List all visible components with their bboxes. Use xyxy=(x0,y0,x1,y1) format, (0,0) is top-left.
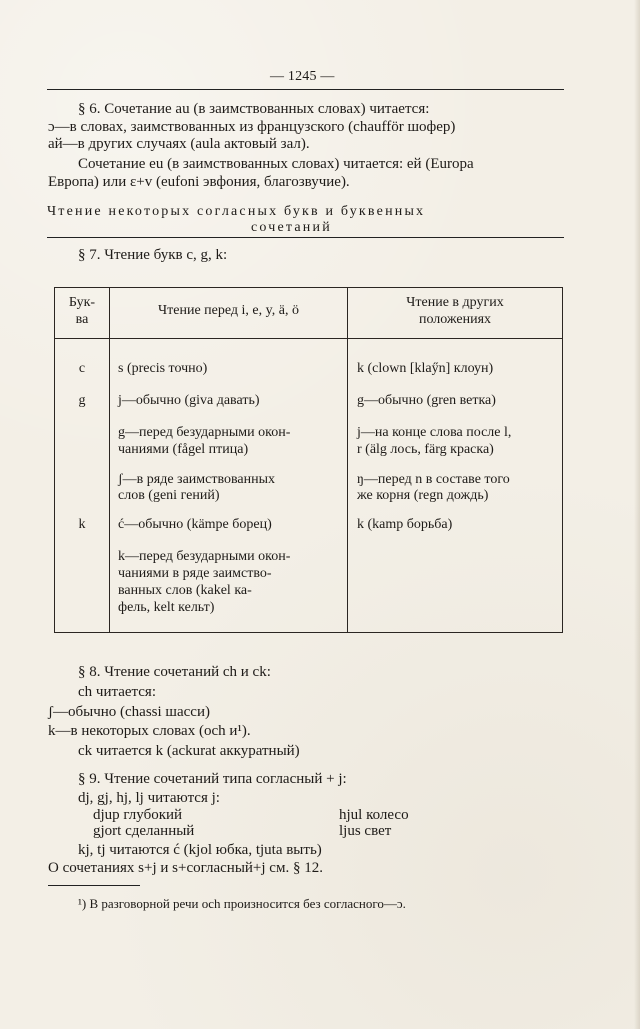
section-9-line-3: О сочетаниях s+j и s+согласный+j см. § 12. xyxy=(48,860,323,876)
section-6-line-1: § 6. Сочетание au (в заимствованных словах) читается: xyxy=(78,101,430,117)
section-8-line-2: ʃ—обычно (chassi шасси) xyxy=(48,704,210,720)
section-8-line-4: ck читается k (ackurat аккуратный) xyxy=(78,743,300,759)
table-row-k-before-2-line-1: k—перед безударными окон- xyxy=(118,549,291,564)
header-rule xyxy=(47,89,564,90)
table-row-letter-k: k xyxy=(78,517,86,532)
table-row-k-before-2-line-3: ванных слов (kakel ка- xyxy=(118,583,252,598)
table-row-g-other-3-line-2: же корня (regn дождь) xyxy=(357,488,489,503)
table-right-border xyxy=(562,287,563,633)
section-8-line-1: ch читается: xyxy=(78,684,156,700)
table-row-g-other-1: g—обычно (gren ветка) xyxy=(357,393,496,408)
section-6-line-2: ɔ—в словах, заимствованных из французского (chaufför шофер) xyxy=(48,119,456,135)
table-row-g-before-3-line-1: ʃ—в ряде заимствованных xyxy=(118,472,276,487)
table-column-divider-1 xyxy=(109,287,110,633)
table-row-g-other-3-line-1: ŋ—перед n в составе того xyxy=(357,472,510,487)
header-other-line-1: Чтение в других xyxy=(406,295,504,310)
section-9-example-2-left: gjort сделанный xyxy=(93,823,195,839)
table-row-g-other-2-line-1: j—на конце слова после l, xyxy=(357,425,512,440)
table-column-divider-2 xyxy=(347,287,348,633)
table-row-c-before: s (precis точно) xyxy=(118,361,208,376)
table-row-g-before-3-line-2: слов (geni гений) xyxy=(118,488,220,503)
section-9-line-1: dj, gj, hj, lj читаются j: xyxy=(78,790,220,806)
table-row-letter-g: g xyxy=(78,393,86,408)
page-edge-shadow xyxy=(634,0,640,1029)
section-9-title: § 9. Чтение сочетаний типа согласный + j: xyxy=(78,771,347,787)
table-top-border xyxy=(54,287,563,288)
section-9-line-2: kj, tj читаются ć (kjol юбка, tjuta выть) xyxy=(78,842,322,858)
header-before-vowels: Чтение перед i, e, y, ä, ö xyxy=(158,303,299,318)
header-other-line-2: положениях xyxy=(418,312,492,327)
table-row-g-before-2-line-1: g—перед безударными окон- xyxy=(118,425,291,440)
table-header-divider xyxy=(54,338,563,339)
table-row-k-other-1: k (kamp борьба) xyxy=(357,517,453,532)
table-row-g-other-2-line-2: r (älg лось, färg краска) xyxy=(357,442,494,457)
section-6-line-3: ай—в других случаях (aula актовый зал). xyxy=(48,136,310,152)
section-heading-line-1: Чтение некоторых согласных букв и буквенных xyxy=(47,204,426,219)
table-left-border xyxy=(54,287,55,633)
section-9-example-1-right: hjul колесо xyxy=(339,807,409,823)
section-9-example-2-right: ljus свет xyxy=(339,823,392,839)
section-8-line-3: k—в некоторых словах (och и¹). xyxy=(48,723,251,739)
header-letter-line-2: ва xyxy=(75,312,89,327)
footnote: ¹) В разговорной речи och произносится без согласного—ɔ. xyxy=(78,896,406,911)
table-row-c-other: k (clown [klаӳn] клоун) xyxy=(357,361,494,376)
table-row-g-before-1: j—обычно (giva давать) xyxy=(118,393,260,408)
section-6-line-4: Сочетание eu (в заимствованных словах) читается: ей (Europa xyxy=(78,156,474,172)
table-row-g-before-2-line-2: чаниями (fågel птица) xyxy=(118,442,249,457)
section-heading-rule xyxy=(47,237,564,238)
page-number: — 1245 — xyxy=(270,69,335,84)
section-7-title: § 7. Чтение букв c, g, k: xyxy=(78,247,228,263)
table-row-k-before-2-line-4: фель, kelt кельт) xyxy=(118,600,215,615)
footnote-rule xyxy=(48,885,140,886)
table-row-k-before-1: ć—обычно (kämpe борец) xyxy=(118,517,272,532)
table-row-letter-c: c xyxy=(78,361,86,376)
section-6-line-5: Европа) или ɛ+v (eufoni эвфония, благозвучие). xyxy=(48,174,350,190)
section-8-title: § 8. Чтение сочетаний ch и ck: xyxy=(78,664,271,680)
header-letter-line-1: Бук- xyxy=(68,295,96,310)
table-bottom-border xyxy=(54,632,563,633)
section-9-example-1-left: djup глубокий xyxy=(93,807,183,823)
table-row-k-before-2-line-2: чаниями в ряде заимство- xyxy=(118,566,272,581)
section-heading-line-2: сочетаний xyxy=(251,220,332,235)
